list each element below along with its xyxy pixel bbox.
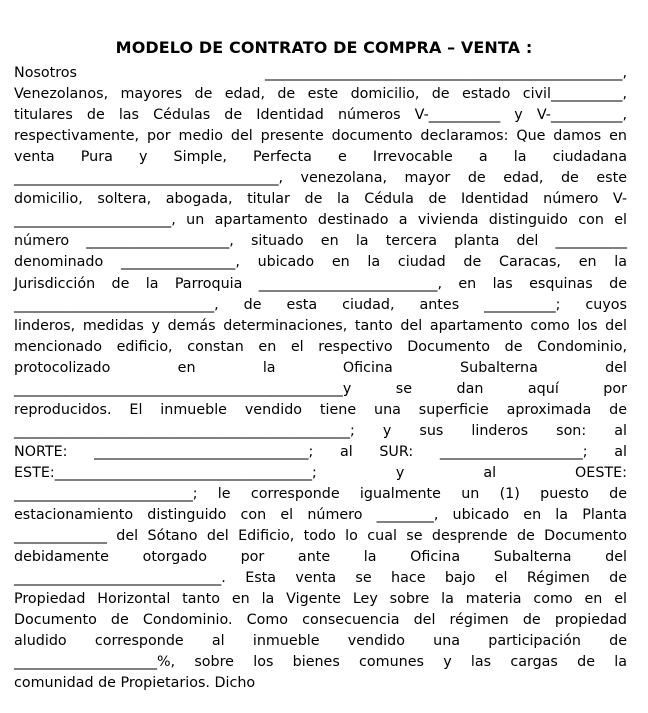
document-line: Jurisdicción de la Parroquia _________________________, en las esquinas de — [14, 275, 627, 292]
document-line: ESTE:____________________________________; y al OESTE: — [14, 464, 627, 481]
document-line: ______________________________________________y se dan aquí por — [14, 380, 627, 397]
document-line: respectivamente, por medio del presente documento declaramos: Que damos en — [14, 128, 627, 145]
document-line: número ____________________, situado en la tercera planta del __________ — [14, 233, 627, 250]
document-line: Documento de Condominio. Como consecuencia del régimen de propiedad — [14, 612, 627, 629]
document-line: ____________________%, sobre los bienes comunes y las cargas de la — [14, 654, 627, 671]
document-line: Propiedad Horizontal tanto en la Vigente Ley sobre la materia como en el — [14, 591, 627, 608]
document-line: Nosotros __________________________________________________, — [14, 65, 627, 81]
document-line: linderos, medidas y demás determinaciones, tanto del apartamento como los del — [14, 317, 627, 334]
document-line: comunidad de Propietarios. Dicho — [14, 675, 256, 692]
document-line: _____________________________. Esta venta se hace bajo el Régimen de — [14, 570, 627, 587]
document-title: MODELO DE CONTRATO DE COMPRA – VENTA : — [115, 38, 533, 57]
document-line: debidamente otorgado por ante la Oficina Subalterna del — [14, 549, 627, 566]
document-line: ____________________________, de esta ciudad, antes __________; cuyos — [14, 296, 627, 313]
document-line: _____________ del Sótano del Edificio, todo lo cual se desprende de Documento — [14, 528, 627, 545]
document-line: _________________________; le corresponde igualmente un (1) puesto de — [14, 486, 627, 502]
document-line: _____________________________________, venezolana, mayor de edad, de este — [14, 170, 627, 187]
document-line: domicilio, soltera, abogada, titular de la Cédula de Identidad número V- — [14, 191, 627, 208]
document-line: mencionado edificio, constan en el respectivo Documento de Condominio, — [14, 338, 627, 355]
document-line: denominado ________________, ubicado en la ciudad de Caracas, en la — [14, 254, 627, 271]
document-line: venta Pura y Simple, Perfecta e Irrevocable a la ciudadana — [14, 149, 627, 166]
document-line: _______________________________________________; y sus linderos son: al — [14, 422, 627, 439]
document-line: NORTE: ______________________________; al SUR: ____________________; al — [14, 443, 627, 460]
document-line: protocolizado en la Oficina Subalterna del — [14, 359, 627, 376]
document-line: Venezolanos, mayores de edad, de este domicilio, de estado civil__________, — [14, 86, 627, 103]
document-line: reproducidos. El inmueble vendido tiene una superficie aproximada de — [14, 401, 627, 418]
document-line: ______________________, un apartamento destinado a vivienda distinguido con el — [14, 212, 627, 229]
document-line: estacionamiento distinguido con el número ________, ubicado en la Planta — [14, 507, 627, 524]
document-line: titulares de las Cédulas de Identidad números V-__________ y V-__________, — [14, 107, 627, 124]
document-line: aludido corresponde al inmueble vendido una participación de — [14, 633, 627, 650]
